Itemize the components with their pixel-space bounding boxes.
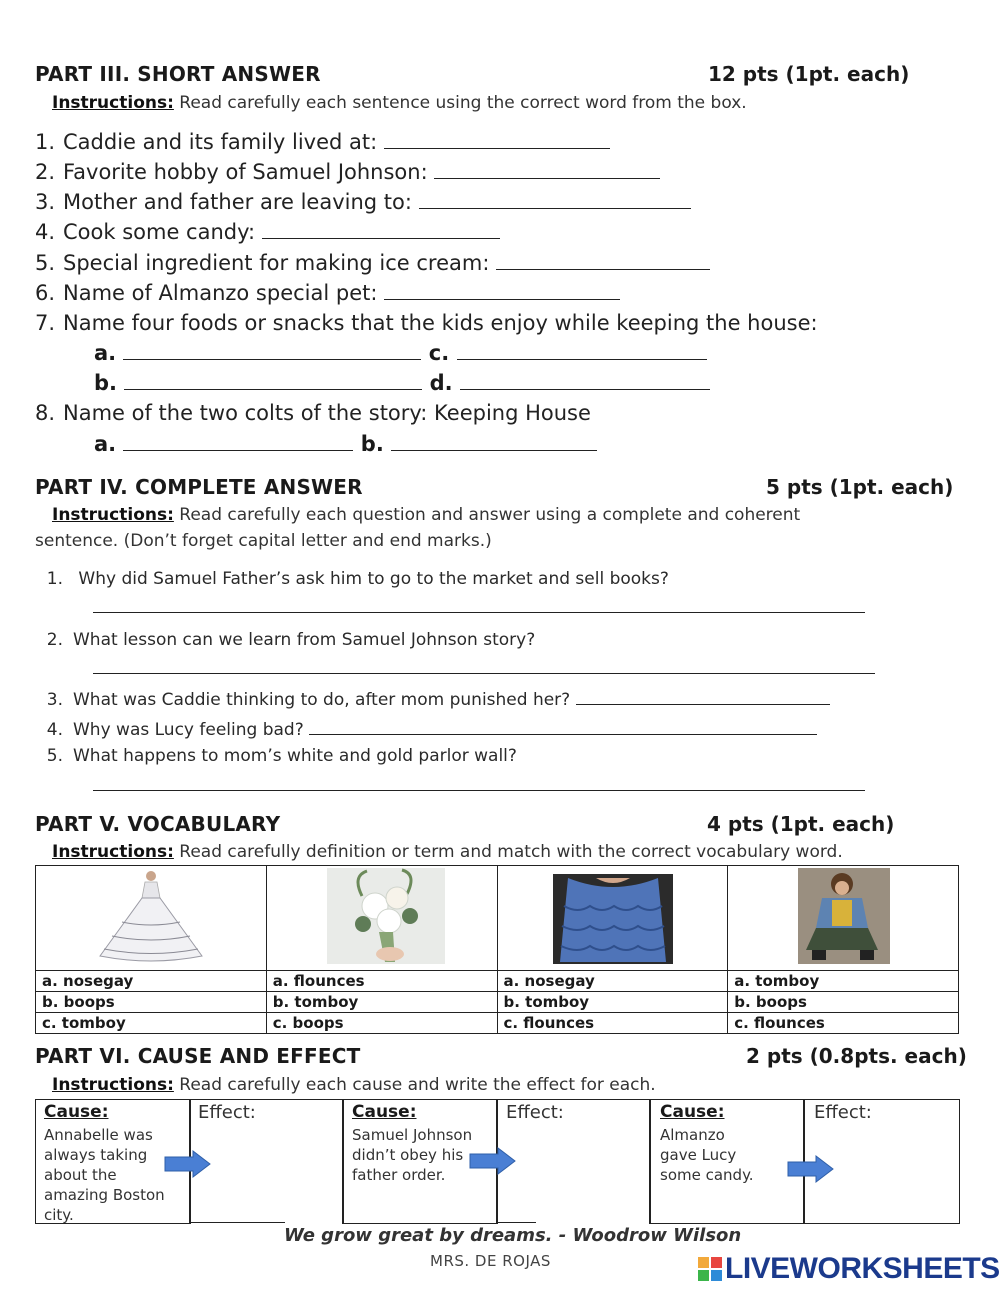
question-text: Caddie and its family lived at: — [63, 130, 384, 154]
part3-q4 — [25, 220, 500, 244]
part4-q2 — [41, 630, 535, 650]
answer-blank[interactable] — [460, 388, 710, 390]
effect-underline — [496, 1222, 536, 1223]
effect-box-2[interactable] — [496, 1099, 651, 1223]
instructions-label: Instructions: — [52, 505, 174, 525]
vocab-option[interactable]: c. flounces — [497, 1013, 728, 1034]
part5-points: 4 pts (1pt. each) — [707, 812, 895, 836]
answer-blank[interactable] — [309, 733, 817, 735]
part6-points: 2 pts (0.8pts. each) — [746, 1044, 967, 1068]
vocab-image-cell — [266, 866, 497, 971]
vocab-option[interactable]: a. tomboy — [728, 971, 959, 992]
question-text: Cook some candy: — [63, 220, 262, 244]
part4-q4 — [41, 720, 817, 740]
answer-line[interactable] — [93, 673, 875, 674]
question-text: Special ingredient for making ice cream: — [63, 251, 497, 275]
q8-a-label: a. — [94, 432, 117, 456]
part4-instructions-line2: sentence. (Don’t forget capital letter and end marks.) — [35, 531, 492, 551]
part3-q8 — [25, 401, 591, 425]
answer-blank[interactable] — [419, 207, 691, 209]
vocab-option[interactable]: a. flounces — [266, 971, 497, 992]
ruffled-blouse-image — [498, 866, 727, 966]
answer-line[interactable] — [93, 612, 865, 613]
question-number: 7. — [34, 311, 55, 335]
arrow-right-icon — [468, 1146, 518, 1176]
liveworksheets-logo[interactable] — [697, 1253, 1000, 1285]
answer-blank[interactable] — [123, 449, 353, 451]
question-number: 8. — [34, 401, 55, 425]
part6-instructions — [52, 1075, 656, 1095]
q7-row-a — [94, 341, 707, 365]
question-number: 4. — [46, 720, 63, 740]
question-text: Name four foods or snacks that the kids enjoy while keeping the house: — [63, 311, 818, 335]
effect-label: Effect: — [814, 1102, 872, 1123]
q7-b-label: b. — [94, 371, 118, 395]
vocab-option[interactable]: c. boops — [266, 1013, 497, 1034]
cause-label: Cause: — [44, 1102, 109, 1122]
cause-box-3 — [649, 1099, 805, 1224]
part4-q1 — [41, 569, 669, 589]
part4-q3 — [41, 690, 830, 710]
cause-text: Almanzo gave Lucy some candy. — [660, 1126, 754, 1184]
options-row-b — [36, 992, 959, 1013]
answer-blank[interactable] — [123, 358, 421, 360]
question-text: What lesson can we learn from Samuel Johnson story? — [73, 630, 536, 650]
q8-row — [94, 432, 597, 456]
vocab-option[interactable]: a. nosegay — [36, 971, 267, 992]
answer-blank[interactable] — [391, 449, 597, 451]
part3-q2 — [25, 160, 660, 184]
question-number: 1. — [34, 130, 55, 154]
part3-points: 12 pts (1pt. each) — [708, 62, 910, 86]
part4-points: 5 pts (1pt. each) — [766, 475, 954, 499]
teacher-signature: MRS. DE ROJAS — [430, 1252, 551, 1270]
q7-a-label: a. — [94, 341, 117, 365]
answer-blank[interactable] — [457, 358, 707, 360]
question-text: Why was Lucy feeling bad? — [73, 720, 310, 740]
instructions-text: Read carefully definition or term and match with the correct vocabulary word. — [173, 842, 843, 862]
question-number: 6. — [34, 281, 55, 305]
answer-blank[interactable] — [576, 703, 830, 705]
options-row-c — [36, 1013, 959, 1034]
part3-q5 — [25, 251, 710, 275]
vocab-option[interactable]: c. tomboy — [36, 1013, 267, 1034]
part5-title: PART V. VOCABULARY — [35, 812, 281, 836]
image-row — [36, 866, 959, 971]
q7-c-label: c. — [428, 341, 450, 365]
vocab-image-cell — [36, 866, 267, 971]
vocabulary-table — [35, 865, 959, 1034]
flower-bouquet-image — [267, 866, 496, 966]
answer-blank[interactable] — [496, 268, 710, 270]
vocab-option[interactable]: b. tomboy — [497, 992, 728, 1013]
effect-underline — [189, 1222, 285, 1223]
answer-blank[interactable] — [262, 237, 500, 239]
part3-q6 — [25, 281, 620, 305]
question-number: 5. — [34, 251, 55, 275]
answer-line[interactable] — [93, 790, 865, 791]
instructions-label: Instructions: — [52, 842, 174, 862]
part3-instructions — [52, 93, 747, 113]
footer-quote: We grow great by dreams. - Woodrow Wilson — [284, 1225, 742, 1246]
vocab-image-cell — [728, 866, 959, 971]
cause-text: Annabelle was always taking about the amazing Boston city. — [44, 1126, 165, 1224]
question-number: 4. — [34, 220, 55, 244]
part4-title: PART IV. COMPLETE ANSWER — [35, 475, 363, 499]
question-number: 5. — [46, 746, 63, 766]
part6-title: PART VI. CAUSE AND EFFECT — [35, 1044, 361, 1068]
part3-title: PART III. SHORT ANSWER — [35, 62, 321, 86]
question-text: Mother and father are leaving to: — [63, 190, 419, 214]
vocab-option[interactable]: c. flounces — [728, 1013, 959, 1034]
arrow-right-icon — [786, 1154, 836, 1184]
answer-blank[interactable] — [384, 147, 610, 149]
question-text: Why did Samuel Father’s ask him to go to the market and sell books? — [73, 569, 669, 589]
q8-b-label: b. — [360, 432, 384, 456]
question-number: 3. — [46, 690, 63, 710]
cause-text: Samuel Johnson didn’t obey his father order. — [352, 1126, 473, 1184]
question-text: Name of Almanzo special pet: — [63, 281, 385, 305]
tomboy-girl-image — [728, 866, 957, 966]
instructions-label: Instructions: — [52, 93, 174, 113]
vocab-option[interactable]: b. tomboy — [266, 992, 497, 1013]
part4-instructions — [52, 505, 800, 525]
question-number: 1. — [46, 569, 63, 589]
instructions-label: Instructions: — [52, 1075, 174, 1095]
arrow-right-icon — [163, 1149, 213, 1179]
vocab-option[interactable]: b. boops — [36, 992, 267, 1013]
question-text: Name of the two colts of the story: Keeping House — [63, 401, 591, 425]
instructions-text: Read carefully each sentence using the correct word from the box. — [173, 93, 747, 113]
vocab-option[interactable]: b. boops — [728, 992, 959, 1013]
question-number: 2. — [46, 630, 63, 650]
part4-q5 — [41, 746, 517, 766]
answer-blank[interactable] — [384, 298, 620, 300]
answer-blank[interactable] — [124, 388, 422, 390]
liveworksheets-logo-icon — [697, 1256, 723, 1282]
part3-q1 — [25, 130, 610, 154]
options-row-a — [36, 971, 959, 992]
brand-name: LIVEWORKSHEETS — [725, 1252, 1000, 1285]
effect-label: Effect: — [198, 1102, 256, 1123]
vocab-image-cell — [497, 866, 728, 971]
part3-q7 — [25, 311, 818, 335]
q7-row-b — [94, 371, 710, 395]
part3-q3 — [25, 190, 691, 214]
question-text: Favorite hobby of Samuel Johnson: — [63, 160, 435, 184]
hoop-skirt-dress-image — [36, 866, 265, 966]
instructions-text: Read carefully each question and answer using a complete and coherent — [173, 505, 801, 525]
question-text: What happens to mom’s white and gold parlor wall? — [73, 746, 517, 766]
answer-blank[interactable] — [434, 177, 660, 179]
q7-d-label: d. — [429, 371, 453, 395]
question-number: 3. — [34, 190, 55, 214]
cause-label: Cause: — [352, 1102, 417, 1122]
vocab-option[interactable]: a. nosegay — [497, 971, 728, 992]
instructions-text: Read carefully each cause and write the effect for each. — [173, 1075, 656, 1095]
question-number: 2. — [34, 160, 55, 184]
part5-instructions — [52, 842, 843, 862]
effect-label: Effect: — [506, 1102, 564, 1123]
question-text: What was Caddie thinking to do, after mom punished her? — [73, 690, 576, 710]
cause-label: Cause: — [660, 1102, 725, 1122]
